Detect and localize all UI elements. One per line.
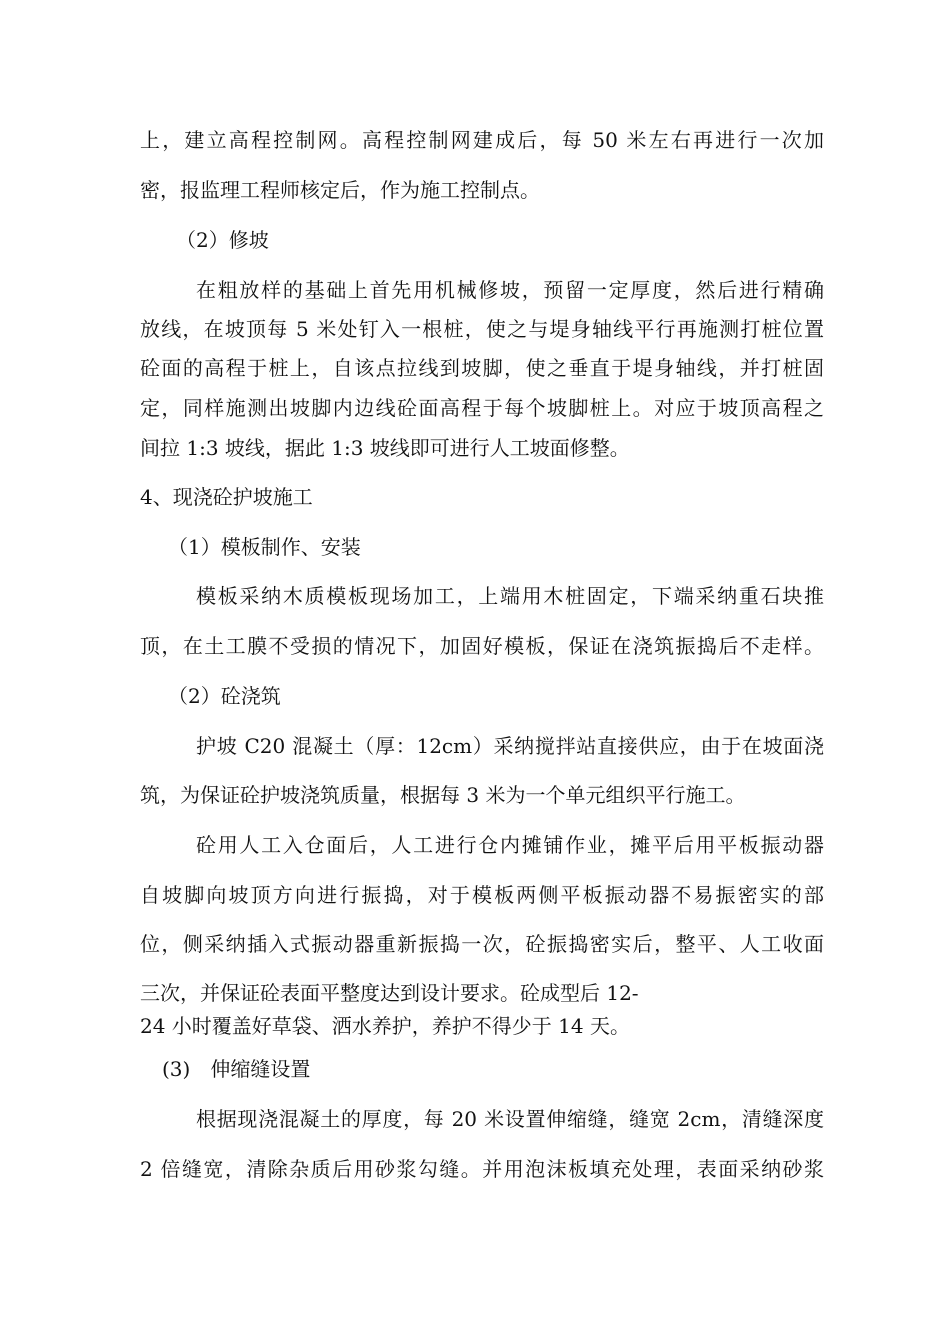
section-heading: 4、现浇砼护坡施工: [140, 485, 313, 509]
body-text-line: 筑，为保证砼护坡浇筑质量，根据每 3 米为一个单元组织平行施工。: [140, 783, 746, 807]
subsection-heading: (3) 伸缩缝设置: [162, 1057, 311, 1081]
paragraph-first-line: 护坡 C20 混凝土（厚：12cm）采纳搅拌站直接供应，由于在坡面浇: [196, 734, 824, 758]
paragraph-first-line: 根据现浇混凝土的厚度，每 20 米设置伸缩缝，缝宽 2cm，清缝深度: [196, 1107, 824, 1131]
paragraph-first-line: 模板采纳木质模板现场加工，上端用木桩固定，下端采纳重石块推: [196, 584, 824, 608]
body-text-line: 24 小时覆盖好草袋、洒水养护，养护不得少于 14 天。: [140, 1014, 630, 1038]
body-text-line: 砼面的高程于桩上，自该点拉线到坡脚，使之垂直于堤身轴线，并打桩固: [140, 356, 824, 380]
paragraph-first-line: 砼用人工入仓面后，人工进行仓内摊铺作业，摊平后用平板振动器: [196, 833, 824, 857]
paragraph-first-line: 在粗放样的基础上首先用机械修坡，预留一定厚度，然后进行精确: [196, 278, 824, 302]
subsection-heading: （2）砼浇筑: [168, 684, 281, 708]
body-text-line: 顶，在土工膜不受损的情况下，加固好模板，保证在浇筑振捣后不走样。: [140, 634, 824, 658]
body-text-line: 密，报监理工程师核定后，作为施工控制点。: [140, 178, 540, 202]
subsection-heading: （1）模板制作、安装: [168, 535, 361, 559]
body-text-line: 间拉 1:3 坡线，据此 1:3 坡线即可进行人工坡面修整。: [140, 436, 630, 460]
body-text-line: 上，建立高程控制网。高程控制网建成后，每 50 米左右再进行一次加: [140, 128, 824, 152]
body-text-line: 自坡脚向坡顶方向进行振捣，对于模板两侧平板振动器不易振密实的部: [140, 883, 824, 907]
body-text-line: 定，同样施测出坡脚内边线砼面高程于每个坡脚桩上。对应于坡顶高程之: [140, 396, 824, 420]
body-text-line: 位，侧采纳插入式振动器重新振捣一次，砼振捣密实后，整平、人工收面: [140, 932, 824, 956]
body-text-line: 放线，在坡顶每 5 米处钉入一根桩，使之与堤身轴线平行再施测打桩位置: [140, 317, 824, 341]
body-text-line: 2 倍缝宽，清除杂质后用砂浆勾缝。并用泡沫板填充处理，表面采纳砂浆: [140, 1157, 824, 1181]
body-text-line: 三次，并保证砼表面平整度达到设计要求。砼成型后 12-: [140, 981, 639, 1005]
section-heading: （2）修坡: [176, 228, 269, 252]
